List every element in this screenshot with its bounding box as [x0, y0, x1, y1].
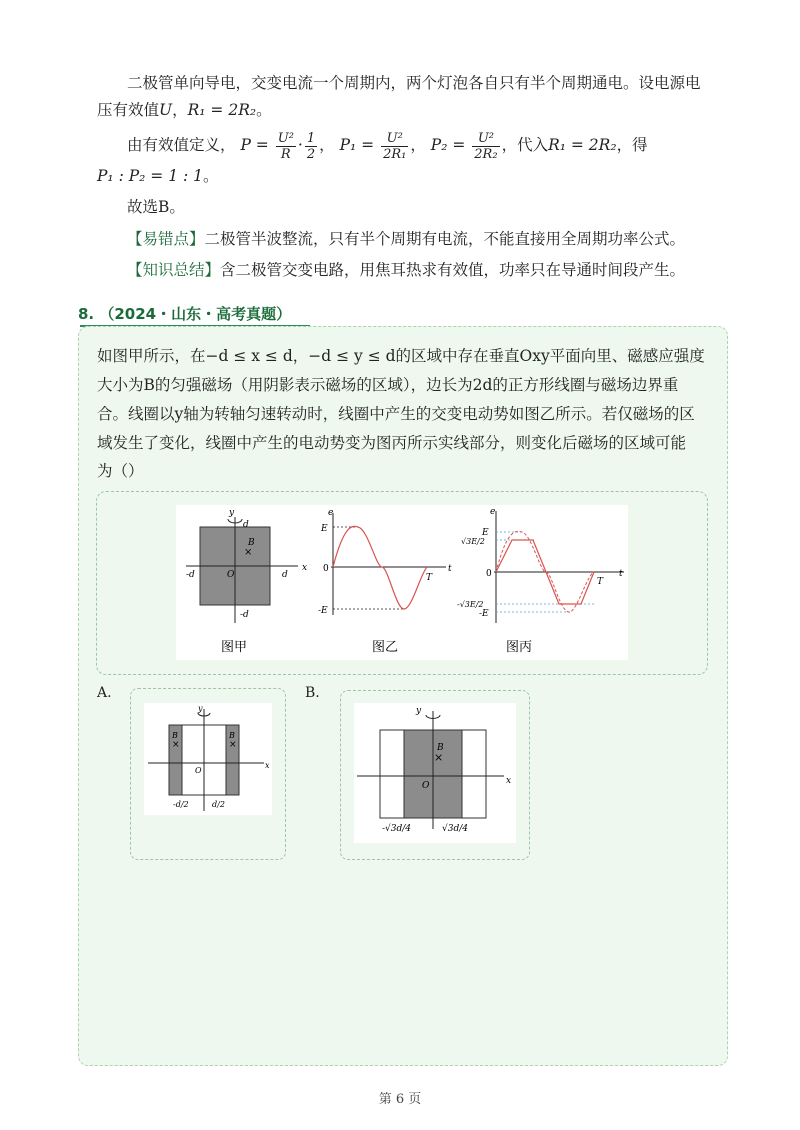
caption-jia: 图甲 — [221, 640, 248, 655]
origin-label: O — [422, 781, 430, 791]
knowledge-summary-tag: 【知识总结】 — [127, 261, 221, 279]
math-P2: P₂ = — [430, 136, 466, 154]
question-line-3: 合。线圈以y轴为转轴匀速转动时，线圈中产生的交变电动势如图乙所示。若仅磁场的区 — [97, 405, 695, 423]
r3e2-label: √3E/2 — [461, 537, 485, 546]
text: ， — [172, 101, 188, 119]
question-header: 8. （2024・山东・高考真题） — [78, 305, 292, 323]
t-label: t — [619, 569, 623, 579]
field-cross-icon-right: × — [229, 740, 237, 750]
figure-group — [176, 505, 628, 660]
left-bound-label: -d/2 — [173, 800, 189, 809]
math-P: P = — [240, 136, 269, 154]
e-max-label: E — [482, 528, 489, 538]
error-point-note — [127, 228, 685, 250]
e-label: e — [490, 507, 496, 517]
text: 。 — [203, 167, 219, 185]
d-top-label: d — [243, 520, 249, 530]
x-label: x — [506, 776, 512, 786]
y-label: y — [416, 706, 422, 716]
question-line-5: 为（） — [97, 462, 144, 480]
e-label: e — [328, 508, 334, 518]
knowledge-summary-text: 含二极管交变电路，用焦耳热求有效值，功率只在导通时间段产生。 — [220, 261, 686, 279]
question-line-2: 大小为B的匀强磁场（用阴影表示磁场的区域），边长为2d的正方形线圈与磁场边界重 — [97, 376, 679, 394]
caption-bing: 图丙 — [506, 640, 533, 655]
e-min-label: -E — [318, 606, 328, 616]
math-U: U — [159, 101, 173, 119]
period-label: T — [597, 577, 604, 587]
y-label: y — [198, 704, 203, 713]
question-line-1: 如图甲所示，在−d ≤ x ≤ d，−d ≤ y ≤ d的区域中存在垂直Oxy平面向里、磁感应强度 — [97, 347, 705, 365]
right-bound-label: √3d/4 — [442, 824, 468, 834]
solution-paragraph-2: 由有效值定义， P = $\frac{\text{U²}}{R}$ · $\frac{1}{2}$ ， P₁ = $\frac{\text{U²}}{\text{2R₁}}$ ， P₂ = $\frac{\text{U²}}{\text{2R₂}}$ ，代入R₁ = 2R₂，得 — [127, 130, 648, 162]
option-a-figure[interactable] — [144, 703, 272, 815]
math-r1-eq: R₁ = 2R₂ — [187, 101, 257, 119]
b-label: B — [248, 538, 255, 548]
origin-label: O — [227, 570, 235, 580]
neg-r3e2-label: -√3E/2 — [457, 600, 484, 609]
fraction-u2-2r2: $\frac{\text{U²}}{\text{2R₂}}$ — [474, 130, 498, 162]
text: ，得 — [616, 136, 648, 154]
field-cross-icon-left: × — [172, 740, 180, 750]
b-label-left: B — [172, 731, 178, 740]
origin-label: O — [195, 766, 202, 775]
option-b-label[interactable]: B. — [305, 685, 320, 701]
t-label: t — [448, 564, 452, 574]
math-P1: P₁ = — [339, 136, 375, 154]
math-dot: · — [297, 136, 303, 154]
b-label: B — [437, 743, 444, 753]
fraction-u2-2r1: $\frac{\text{U²}}{\text{2R₁}}$ — [383, 130, 407, 162]
d-bottom-label: -d — [240, 610, 249, 620]
caption-yi: 图乙 — [372, 640, 399, 655]
option-a-label[interactable]: A. — [97, 685, 112, 701]
e-min-label: -E — [479, 609, 489, 619]
text: 压有效值 — [97, 101, 160, 119]
math-r1-eq2: R₁ = 2R₂ — [548, 136, 617, 154]
b-label-right: B — [229, 731, 235, 740]
solution-paragraph-3 — [97, 165, 219, 187]
solution-answer: 故选B。 — [127, 198, 185, 216]
zero-label: 0 — [486, 569, 492, 579]
error-point-text: 二极管半波整流，只有半个周期有电流，不能直接用全周期功率公式。 — [204, 230, 686, 248]
zero-label: 0 — [323, 564, 329, 574]
field-cross-icon: × — [244, 547, 253, 558]
e-max-label: E — [321, 524, 328, 534]
text: ，代入 — [501, 136, 549, 154]
text: 。 — [256, 101, 272, 119]
d-left-label: -d — [186, 570, 195, 580]
d-right-label: d — [282, 570, 288, 580]
x-label: x — [265, 761, 270, 770]
math-ratio: P₁ : P₂ = 1 : 1 — [97, 167, 204, 185]
right-bound-label: d/2 — [212, 800, 225, 809]
fraction-half: $\frac{1}{2}$ — [306, 130, 316, 162]
period-label: T — [426, 573, 433, 583]
text: 由有效值定义， — [127, 136, 236, 154]
option-b-figure[interactable] — [354, 703, 516, 843]
knowledge-summary-note — [127, 259, 685, 281]
y-label: y — [229, 508, 235, 518]
solution-paragraph-1b — [97, 99, 272, 121]
x-label: x — [302, 563, 308, 573]
question-line-4: 域发生了变化，线圈中产生的电动势变为图丙所示实线部分，则变化后磁场的区域可能 — [97, 434, 687, 452]
field-cross-icon: × — [434, 751, 444, 764]
page-number: 第 6 页 — [378, 1092, 422, 1107]
solution-paragraph-1: 二极管单向导电，交变电流一个周期内，两个灯泡各自只有半个周期通电。设电源电 — [127, 74, 701, 92]
fraction-u2-r: $\frac{\text{U²}}{R}$ — [277, 130, 294, 162]
left-bound-label: -√3d/4 — [382, 824, 412, 834]
error-point-tag: 【易错点】 — [127, 230, 205, 248]
